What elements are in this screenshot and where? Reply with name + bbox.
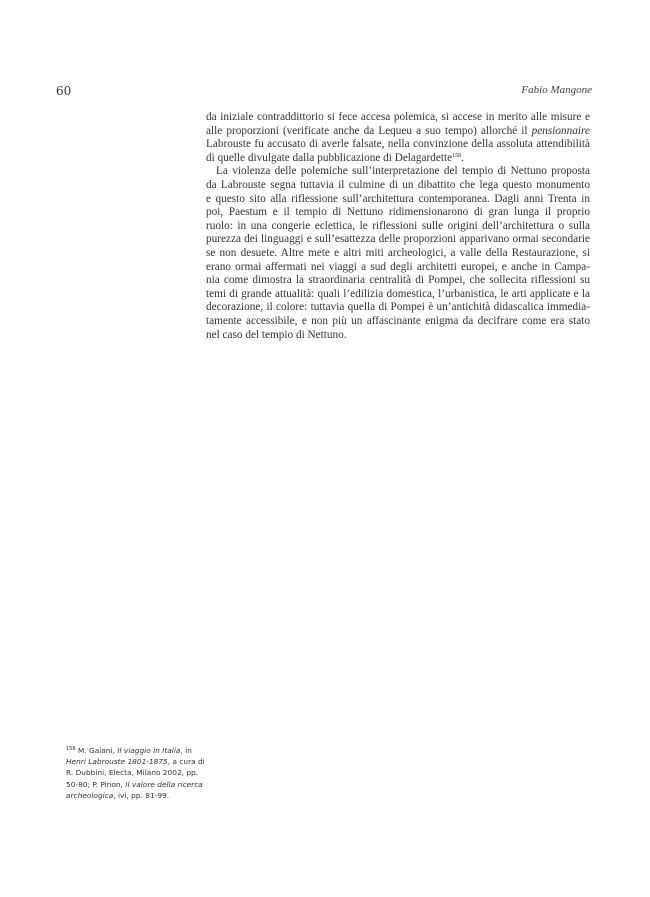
text-line <box>206 125 590 139</box>
text-line: e questo sito alla riflessione sull’architettura contemporanea. Dagli anni Trenta in <box>206 192 590 205</box>
text-line: nel caso del tempio di Nettuno. <box>206 328 347 341</box>
text-line: se non desuete. Altre mete e altri miti archeologici, a valle della Restaurazione, si <box>206 246 590 259</box>
text-line: da Labrouste segna tuttavia il culmine di un dibattito che lega questo monumento <box>206 178 590 191</box>
text-line: tamente accessibile, e non più un affascinante enigma da decifrare come era stato <box>206 314 590 327</box>
text-line: ruolo: in una congerie eclettica, le riflessioni sulle origini dell’architettura o sulla <box>206 219 590 232</box>
italic-title: Il viaggio in Italia <box>117 746 181 755</box>
text-line: Labrouste fu accusato di averle falsate, nella convinzione della assoluta attendibilità <box>206 138 590 151</box>
italic-title: archeologica <box>66 790 114 800</box>
text-line: nia come dimostra la straordinaria centralità di Pompei, che sollecita riflessioni su <box>206 274 590 287</box>
footnote-number: 158 <box>66 746 76 752</box>
text-segment: 50-80; P. Pinon, <box>66 779 126 789</box>
text-line: La violenza delle polemiche sull’interpretazione del tempio di Nettuno proposta <box>216 165 590 178</box>
text-line: decorazione, il colore: tuttavia quella di Pompei è un’antichità didascalica immedia- <box>206 301 590 314</box>
text-segment: , a cura di <box>167 757 205 767</box>
paragraph-1 <box>206 111 590 165</box>
footnote-reference: 158 <box>452 152 462 159</box>
text-line: temi di grande attualità: quali l’edilizia domestica, l’urbanistica, le arti applicate e la <box>206 287 590 300</box>
italic-title: Henri Labrouste 1801-1875 <box>66 757 168 767</box>
text-line: poi, Paestum e il tempio di Nettuno ridimensionarono di gran lunga il proprio <box>206 206 590 219</box>
footnote-line <box>66 790 206 801</box>
footnote-line <box>66 779 206 790</box>
text-segment: di quelle divulgate dalla pubblicazione di Delagardette <box>206 151 453 164</box>
text-segment: , ivi, pp. 81-99. <box>113 790 170 800</box>
text-line: purezza dei linguaggi e sull’esattezza delle proporzioni apparivano ormai secondarie <box>206 233 590 246</box>
page-number: 60 <box>56 84 72 98</box>
text-segment: M. Gaiani, <box>75 746 118 755</box>
footnote-line <box>66 756 206 767</box>
main-text <box>206 111 590 342</box>
footnote-line <box>66 745 206 756</box>
italic-title: Il valore della ricerca <box>125 779 203 789</box>
text-line: da iniziale contraddittorio si fece accesa polemica, si accese in merito alle misure e <box>206 111 590 123</box>
footnote-line: R. Dubbini, Electa, Milano 2002, pp. <box>66 768 199 778</box>
text-line <box>206 152 590 166</box>
paragraph-2 <box>206 165 590 342</box>
text-segment: , in <box>180 746 192 755</box>
italic-term: pensionnaire <box>531 124 590 137</box>
running-head: Fabio Mangone <box>521 84 592 96</box>
footnote <box>66 745 206 801</box>
text-segment: alle proporzioni (verificate anche da Lequeu a suo tempo) allorché il <box>206 124 528 137</box>
text-line: erano ormai affermati nei viaggi a sud degli architetti europei, e anche in Campa- <box>206 260 590 273</box>
text-segment: . <box>461 151 464 164</box>
